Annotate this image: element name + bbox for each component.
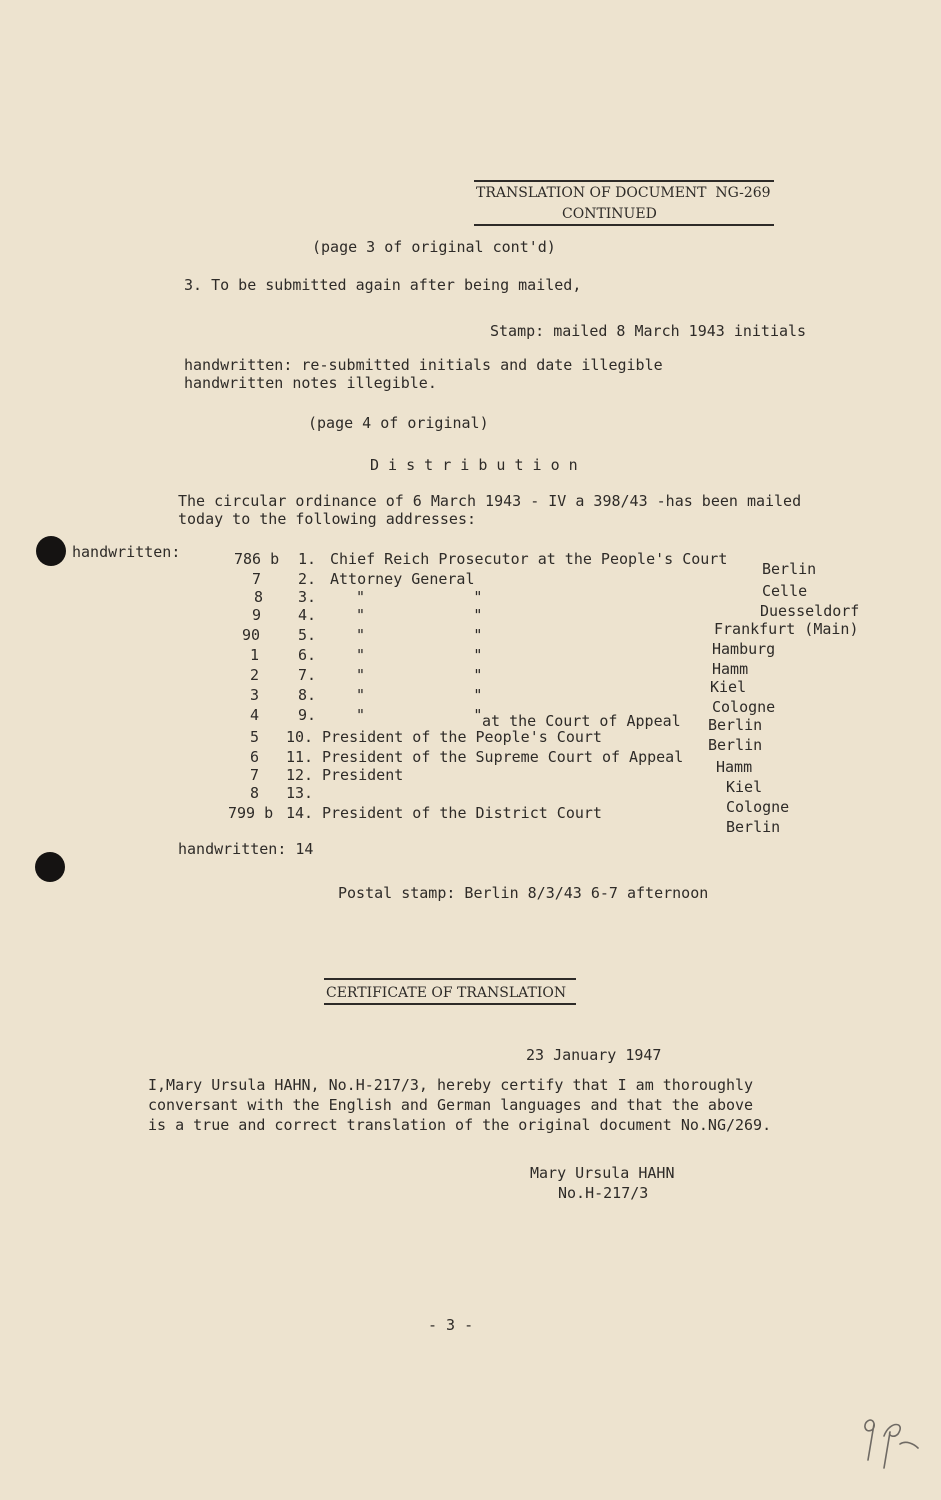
list-item (0, 550, 941, 578)
list-item-city: Cologne (726, 798, 790, 816)
list-item-addressee: " " (356, 646, 483, 664)
list-item-num: 4. (298, 606, 317, 624)
certificate-body-line-2: conversant with the English and German languages and that the above (148, 1096, 754, 1114)
stamp-line: Stamp: mailed 8 March 1943 initials (490, 322, 807, 340)
list-item-addressee: " " (356, 606, 483, 624)
list-item-addressee: President of the People's Court (322, 728, 602, 746)
list-item-ref: 2 (250, 666, 260, 684)
certificate-body-line-1: I,Mary Ursula HAHN, No.H-217/3, hereby certify that I am thoroughly (148, 1076, 754, 1094)
list-item-addressee: " " (356, 588, 483, 606)
list-item-addressee: Attorney General (330, 570, 475, 588)
list-item-city: Hamm (712, 660, 749, 678)
document-title: TRANSLATION OF DOCUMENT NG-269 (476, 185, 771, 201)
list-item-city: Kiel (726, 778, 763, 796)
list-item-num: 11. (286, 748, 314, 766)
list-item-num: 12. (286, 766, 314, 784)
list-item-addressee: " " (356, 706, 483, 724)
circular-line-2: today to the following addresses: (178, 510, 477, 528)
list-item-ref: 5 (250, 728, 260, 746)
list-item (0, 678, 941, 706)
handwritten-line-1: handwritten: re-submitted initials and date illegible (184, 356, 663, 374)
list-item-num: 9. (298, 706, 317, 724)
list-item-city: Duesseldorf (760, 602, 860, 620)
list-item-num: 7. (298, 666, 317, 684)
circular-line-1: The circular ordinance of 6 March 1943 - IV a 398/43 -has been mailed (178, 492, 802, 510)
list-item-ref: 7 (250, 766, 260, 784)
list-item-addressee: " " (356, 666, 483, 684)
list-item (0, 640, 941, 666)
list-item-city: Cologne (712, 698, 776, 716)
list-item-num: 5. (298, 626, 317, 644)
list-item (0, 728, 941, 754)
list-item-city: Berlin (762, 560, 817, 578)
list-item-ref: 799 b (228, 804, 274, 822)
list-item (0, 660, 941, 686)
list-item-num: 3. (298, 588, 317, 606)
list-item-city: Hamm (716, 758, 753, 776)
header-rule-bottom (474, 224, 774, 226)
item-3: 3. To be submitted again after being mailed, (184, 276, 582, 294)
list-item-addressee: " " (356, 686, 483, 704)
certificate-body-line-3: is a true and correct translation of the original document No.NG/269. (148, 1116, 772, 1134)
list-item-addressee: at the Court of Appeal (482, 712, 681, 730)
document-subtitle: CONTINUED (562, 206, 657, 222)
list-item-city: Celle (762, 582, 808, 600)
list-item-ref: 3 (250, 686, 260, 704)
list-item-city: Kiel (710, 678, 747, 696)
handwritten-initials-mark (860, 1410, 920, 1470)
punch-hole-bottom (35, 852, 65, 882)
certificate-rule-bottom (324, 1003, 576, 1005)
signatory-number: No.H-217/3 (558, 1184, 649, 1202)
page4-note: (page 4 of original) (308, 414, 489, 432)
postal-stamp: Postal stamp: Berlin 8/3/43 6-7 afternoon (338, 884, 709, 902)
list-item-ref: 9 (252, 606, 262, 624)
signatory-name: Mary Ursula HAHN (530, 1164, 675, 1182)
list-item-city: Frankfurt (Main) (714, 620, 859, 638)
certificate-rule-top (324, 978, 576, 980)
handwritten-count: handwritten: 14 (178, 840, 314, 858)
list-item-ref: 1 (250, 646, 260, 664)
list-item-num: 6. (298, 646, 317, 664)
list-item-num: 10. (286, 728, 314, 746)
list-item-city: Hamburg (712, 640, 776, 658)
distribution-heading: D i s t r i b u t i o n (370, 456, 578, 474)
list-item-ref: 7 (252, 570, 262, 588)
list-item-ref: 8 (250, 784, 260, 802)
list-item-num: 2. (298, 570, 317, 588)
list-item-num: 14. (286, 804, 314, 822)
list-item-num: 8. (298, 686, 317, 704)
handwritten-line-2: handwritten notes illegible. (184, 374, 437, 392)
certificate-title: CERTIFICATE OF TRANSLATION (326, 985, 567, 1001)
list-item-ref: 4 (250, 706, 260, 724)
handwritten-label: handwritten: (72, 543, 181, 561)
list-item-ref: 6 (250, 748, 260, 766)
list-item-addressee: President of the Supreme Court of Appeal (322, 748, 684, 766)
list-item-ref: 8 (254, 588, 264, 606)
header-rule-top (474, 180, 774, 182)
certificate-date: 23 January 1947 (526, 1046, 662, 1064)
list-item-city: Berlin (726, 818, 781, 836)
page-number: - 3 - (428, 1316, 474, 1334)
page3-note: (page 3 of original cont'd) (312, 238, 556, 256)
list-item-addressee: President (322, 766, 404, 784)
list-item-ref: 786 b (234, 550, 280, 568)
list-item (0, 620, 941, 646)
list-item-city: Berlin (708, 716, 763, 734)
list-item-city: Berlin (708, 736, 763, 754)
list-item-addressee: President of the District Court (322, 804, 602, 822)
list-item-addressee: Chief Reich Prosecutor at the People's Court (330, 550, 728, 568)
list-item-ref: 90 (242, 626, 261, 644)
list-item-num: 13. (286, 784, 314, 802)
list-item (0, 804, 941, 836)
list-item-num: 1. (298, 550, 317, 568)
list-item-addressee: " " (356, 626, 483, 644)
